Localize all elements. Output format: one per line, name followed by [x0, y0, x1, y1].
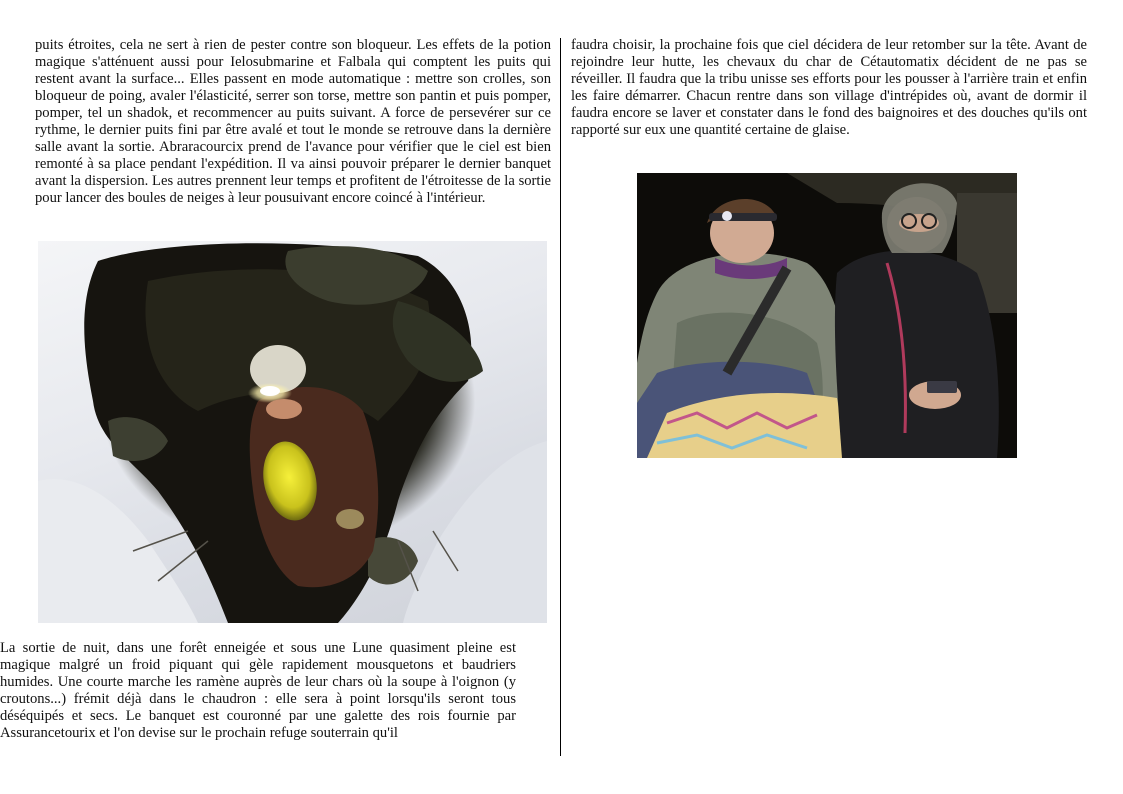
column-divider	[560, 38, 561, 756]
car-sleeping-photo	[637, 173, 1017, 458]
car-sleeping-illustration	[637, 173, 1017, 458]
left-paragraph-1: puits étroites, cela ne sert à rien de pester contre son bloqueur. Les effets de la potion magique s'atténuent aussi pour Ielosubmarine et Falbala qui comptent les puits qui restent avant la surface... Elles passent en mode automatique : mettre son crolles, son bloqueur de poing, avaler l'élasticité, serrer son torse, mettre son pantin et puis pomper, pomper, tel un shadok, et recommencer au puits suivant. A force de persevérer sur ce rythme, le dernier puits fini par être avalé et tout le monde se retrouve dans la dernière salle avant la sortie. Abraracourcix prend de l'avance pour vérifier que le ciel est bien remonté à sa place pendant l'expédition. Il va ainsi pouvoir préparer le dernier banquet avant la dispersion. Les autres prennent leur temps et profitent de l'étroitesse de la sortie pour lancer des boules de neiges à leur pousuivant encore coincé à l'intérieur.	[35, 37, 551, 206]
left-column	[35, 37, 551, 207]
left-paragraph-2: La sortie de nuit, dans une forêt enneigée et sous une Lune quasiment pleine est magique malgré un froid piquant qui gèle rapidement mousquetons et baudriers humides. Une courte marche les ramène auprès de leur chars où la soupe à l'oignon (y croutons...) frémit déjà dans le chaudron : elle sera à point lorsqu'ils seront tous déséquipés et secs. Le banquet est couronné par une galette des rois fournie par Assurancetourix et l'on devise sur le prochain refuge souterrain qu'il	[0, 640, 516, 741]
right-column	[571, 37, 1087, 139]
right-paragraph-1: faudra choisir, la prochaine fois que ciel décidera de leur retomber sur la tête. Avant de rejoindre leur hutte, les chevaux du char de Cétautomatix décident de ne pas se réveiller. Il faudra que la tribu unisse ses efforts pour les pousser à l'arrière train et enfin les faire démarrer. Chacun rentre dans son village d'intrépides où, avant de dormir il faudra encore se laver et constater dans le fond des baignoires et des douches qu'ils ont rapporté sur eux une quantité certaine de glaise.	[571, 37, 1087, 138]
cave-exit-photo	[38, 241, 547, 623]
left-column-bottom	[0, 640, 516, 742]
cave-exit-illustration	[38, 241, 547, 623]
